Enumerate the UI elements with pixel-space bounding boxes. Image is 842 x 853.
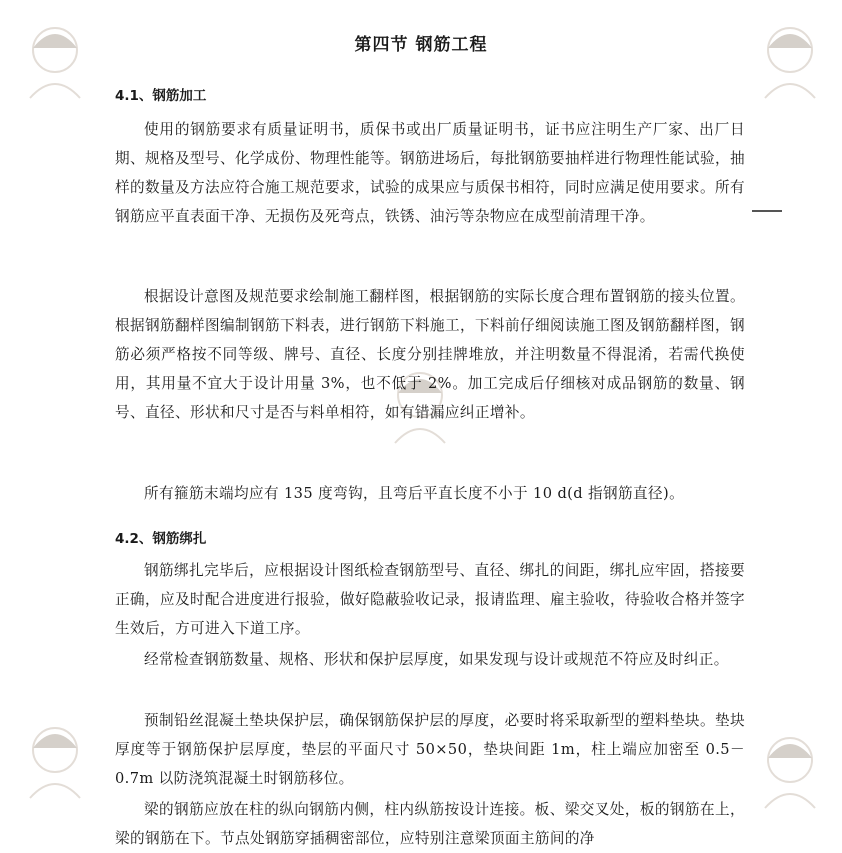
paragraph: 预制铅丝混凝土垫块保护层，确保钢筋保护层的厚度，必要时将采取新型的塑料垫块。垫块厚度等于钢筋保护层厚度，垫层的平面尺寸 50×50，垫块间距 1m，柱上端应加密至 0.5－0.7m 以防浇筑混凝土时钢筋移位。 xyxy=(115,712,745,787)
paragraph: 根据设计意图及规范要求绘制施工翻样图，根据钢筋的实际长度合理布置钢筋的接头位置。根据钢筋翻样图编制钢筋下料表，进行钢筋下料施工，下料前仔细阅读施工图及钢筋翻样图，钢筋必须严格按不同等级、牌号、直径、长度分别挂牌堆放，并注明数量不得混淆，若需代换使用，其用量不宜大于设计用量 3%，也不低于 2%。加工完成后仔细核对成品钢筋的数量、钢号、直径、形状和尺寸是否与料单相符，如有错漏应纠正增补。 xyxy=(115,288,745,421)
watermark-avatar-icon xyxy=(20,720,90,800)
section-heading: 4.1、钢筋加工 xyxy=(115,88,207,104)
paragraph: 经常检查钢筋数量、规格、形状和保护层厚度，如果发现与设计或规范不符应及时纠正。 xyxy=(144,651,729,668)
paragraph: 梁的钢筋应放在柱的纵向钢筋内侧，柱内纵筋按设计连接。板、梁交叉处，板的钢筋在上，梁的钢筋在下。节点处钢筋穿插稠密部位，应特别注意梁顶面主筋间的净 xyxy=(115,801,745,847)
section-heading: 4.2、钢筋绑扎 xyxy=(115,531,207,547)
page-title: 第四节 钢筋工程 xyxy=(354,35,488,55)
paragraph: 使用的钢筋要求有质量证明书，质保书或出厂质量证明书，证书应注明生产厂家、出厂日期、规格及型号、化学成份、物理性能等。钢筋进场后，每批钢筋要抽样进行物理性能试验，抽样的数量及方法应符合施工规范要求，试验的成果应与质保书相符，同时应满足使用要求。所有钢筋应平直表面干净、无损伤及死弯点，铁锈、油污等杂物应在成型前清理干净。 xyxy=(115,121,745,225)
watermark-avatar-icon xyxy=(755,730,825,810)
margin-mark xyxy=(752,210,782,212)
paragraph: 钢筋绑扎完毕后，应根据设计图纸检查钢筋型号、直径、绑扎的间距，绑扎应牢固，搭接要正确，应及时配合进度进行报验，做好隐蔽验收记录，报请监理、雇主验收，待验收合格并签字生效后，方可进入下道工序。 xyxy=(115,562,745,637)
paragraph: 所有箍筋末端均应有 135 度弯钩，且弯后平直长度不小于 10 d(d 指钢筋直径)。 xyxy=(144,485,685,502)
